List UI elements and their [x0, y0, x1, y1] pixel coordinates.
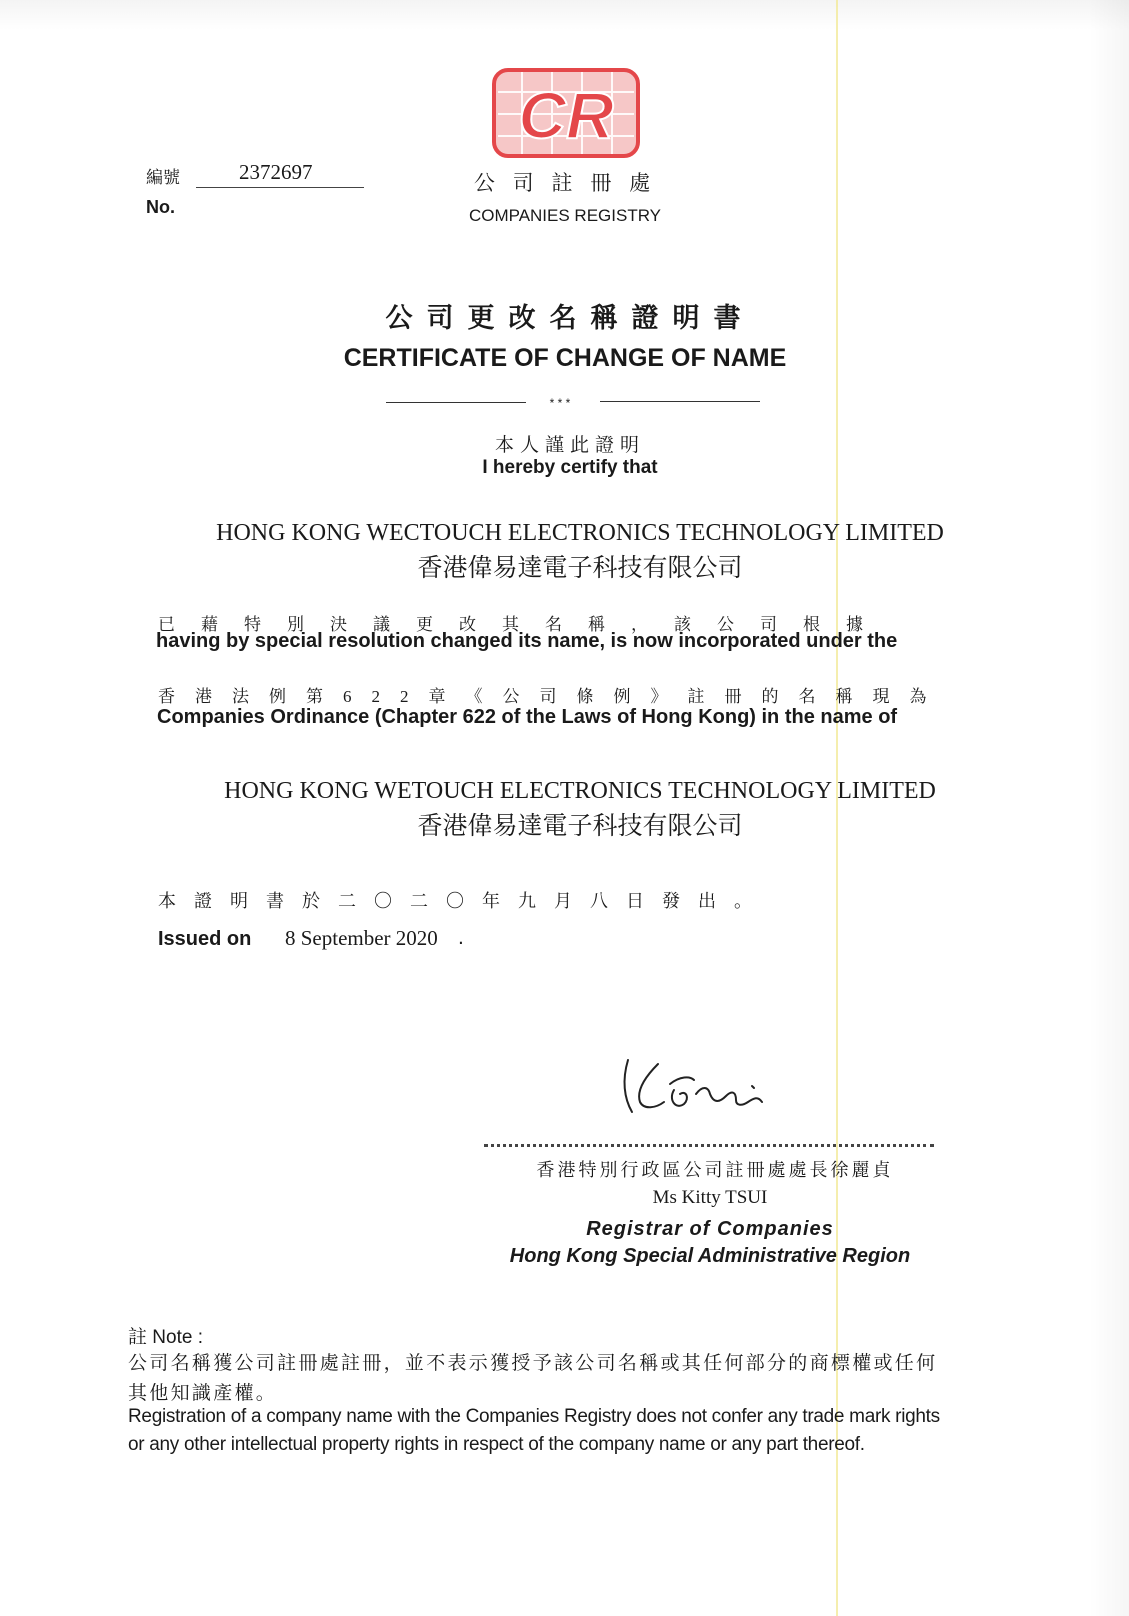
- number-label-en: No.: [146, 197, 175, 217]
- old-company-name-en: HONG KONG WECTOUCH ELECTRONICS TECHNOLOGY LIMITED: [216, 520, 944, 546]
- note-label: 註 Note :: [128, 1327, 203, 1348]
- title-divider-right: [600, 401, 760, 402]
- issued-date-en: 8 September 2020: [285, 926, 438, 950]
- new-company-name-cn: 香港偉易達電子科技有限公司: [417, 813, 743, 840]
- issued-label-en: Issued on: [158, 928, 252, 950]
- number-underline: [196, 187, 364, 188]
- registry-name-cn: 公 司 註 冊 處: [473, 172, 657, 195]
- handwritten-signature: [610, 1050, 790, 1120]
- issued-period: .: [458, 926, 464, 949]
- note-en-line1: Registration of a company name with the Companies Registry does not confer any trade mark rights: [128, 1406, 940, 1427]
- resolution-cn: 已藉特別決議更改其名稱，該公司根據: [158, 615, 889, 634]
- note-cn-line2: 其他知識產權。: [128, 1383, 278, 1404]
- ordinance-en: Companies Ordinance (Chapter 622 of the Laws of Hong Kong) in the name of: [157, 706, 898, 728]
- companies-registry-logo: [492, 68, 640, 158]
- resolution-en: having by special resolution changed its name, is now incorporated under the: [156, 630, 898, 652]
- certificate-number: 2372697: [239, 160, 313, 184]
- scan-edge-shade: [1089, 0, 1129, 1616]
- title-divider-stars: * * *: [549, 396, 571, 410]
- ordinance-cn: 香港法例第622章《公司條例》註冊的名稱現為: [158, 687, 947, 706]
- title-divider-left: [386, 402, 526, 403]
- signatory-role-line1: Registrar of Companies: [586, 1218, 834, 1240]
- signatory-title-cn: 香港特別行政區公司註冊處處長徐麗貞: [536, 1160, 894, 1180]
- registry-name-en: COMPANIES REGISTRY: [468, 206, 662, 225]
- note-cn-line1: 公司名稱獲公司註冊處註冊，並不表示獲授予該公司名稱或其任何部分的商標權或任何: [128, 1353, 938, 1374]
- certificate-title-cn: 公司更改名稱證明書: [385, 303, 755, 333]
- certify-cn: 本人謹此證明: [494, 435, 645, 456]
- signature-line: [484, 1144, 934, 1147]
- certificate-title-en: CERTIFICATE OF CHANGE OF NAME: [343, 344, 787, 372]
- logo-lettering: CR: [518, 78, 614, 152]
- certify-en: I hereby certify that: [482, 457, 658, 478]
- signatory-name-en: Ms Kitty TSUI: [652, 1187, 768, 1208]
- old-company-name-cn: 香港偉易達電子科技有限公司: [417, 555, 743, 582]
- new-company-name-en: HONG KONG WETOUCH ELECTRONICS TECHNOLOGY LIMITED: [224, 778, 936, 804]
- note-en-line2: or any other intellectual property rights in respect of the company name or any part thereof.: [128, 1434, 865, 1455]
- issued-cn: 本證明書於二〇二〇年九月八日發出。: [158, 891, 770, 911]
- number-label-cn: 編號: [146, 168, 180, 187]
- signatory-role-line2: Hong Kong Special Administrative Region: [509, 1245, 911, 1267]
